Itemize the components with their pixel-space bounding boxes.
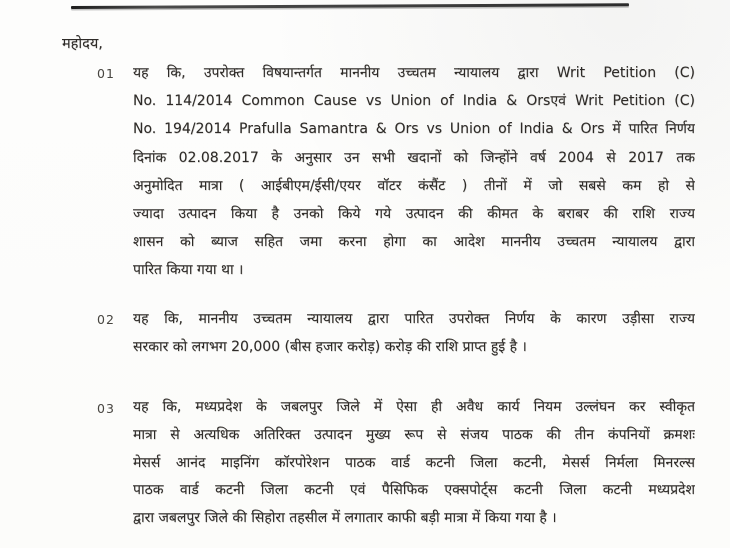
- paragraph-03: [97, 394, 695, 533]
- document-line: दिनांक 02.08.2017 के अनुसार उन सभी खदानों को जिन्होंने वर्ष 2004 से 2017 तक: [133, 149, 695, 166]
- document-line: यह कि, उपरोक्त विषयान्तर्गत माननीय उच्चतम न्यायालय द्वारा Writ Petition (C): [133, 65, 695, 81]
- document-line: सरकार को लगभग 20,000 (बीस हजार करोड़) करोड़ की राशि प्राप्त हुई है ।: [133, 339, 527, 356]
- document-line: पाठक वार्ड कटनी जिला कटनी एवं पैसिफिक एक्सपोर्ट्स कटनी जिला कटनी मध्यप्रदेश: [133, 482, 695, 499]
- paragraph-number: 01: [97, 66, 115, 81]
- paragraph-body: [133, 394, 695, 533]
- document-line: मेसर्स आनंद माइनिंग कॉरपोरेशन पाठक वार्ड कटनी जिला कटनी, मेसर्स निर्मला मिनरल्स: [133, 454, 695, 471]
- document-line: No. 194/2014 Prafulla Samantra & Ors vs Union of India & Ors में पारित निर्णय: [133, 121, 695, 138]
- document-line: यह कि, मध्यप्रदेश के जबलपुर जिले में ऐसा ही अवैध कार्य नियम उल्लंघन कर स्वीकृत: [133, 399, 695, 415]
- paragraph-body: [133, 59, 695, 285]
- document-line: मात्रा से अत्यधिक अतिरिक्त उत्पादन मुख्य रूप से संजय पाठक की तीन कंपनियों क्रमशः: [133, 426, 695, 443]
- document-line: ज्यादा उत्पादन किया है उनको किये गये उत्पादन की कीमत के बराबर की राशि राज्य: [133, 205, 695, 222]
- document-line: शासन को ब्याज सहित जमा करना होगा का आदेश माननीय उच्चतम न्यायालय द्वारा: [133, 234, 695, 251]
- document-line: पारित किया गया था ।: [133, 262, 244, 279]
- paragraph-02: [97, 305, 695, 361]
- paragraph-body: [133, 305, 695, 361]
- document-line: द्वारा जबलपुर जिले की सिहोरा तहसील में लगातार काफी बड़ी मात्रा में किया गया है ।: [133, 510, 557, 527]
- document-line: No. 114/2014 Common Cause vs Union of India & Orsएवं Writ Petition (C): [133, 93, 695, 110]
- top-rule-divider: [71, 3, 629, 9]
- document-line: अनुमोदित मात्रा ( आईबीएम/ईसी/एयर वॉटर कंसैंट ) तीनों में जो सबसे कम हो से: [133, 177, 695, 194]
- document-line: यह कि, माननीय उच्चतम न्यायालय द्वारा पारित उपरोक्त निर्णय के कारण उड़ीसा राज्य: [133, 311, 695, 327]
- paragraph-number: 03: [97, 401, 115, 416]
- paragraph-01: [97, 59, 695, 285]
- salutation: महोदय,: [62, 36, 103, 52]
- paragraph-number: 02: [97, 312, 115, 327]
